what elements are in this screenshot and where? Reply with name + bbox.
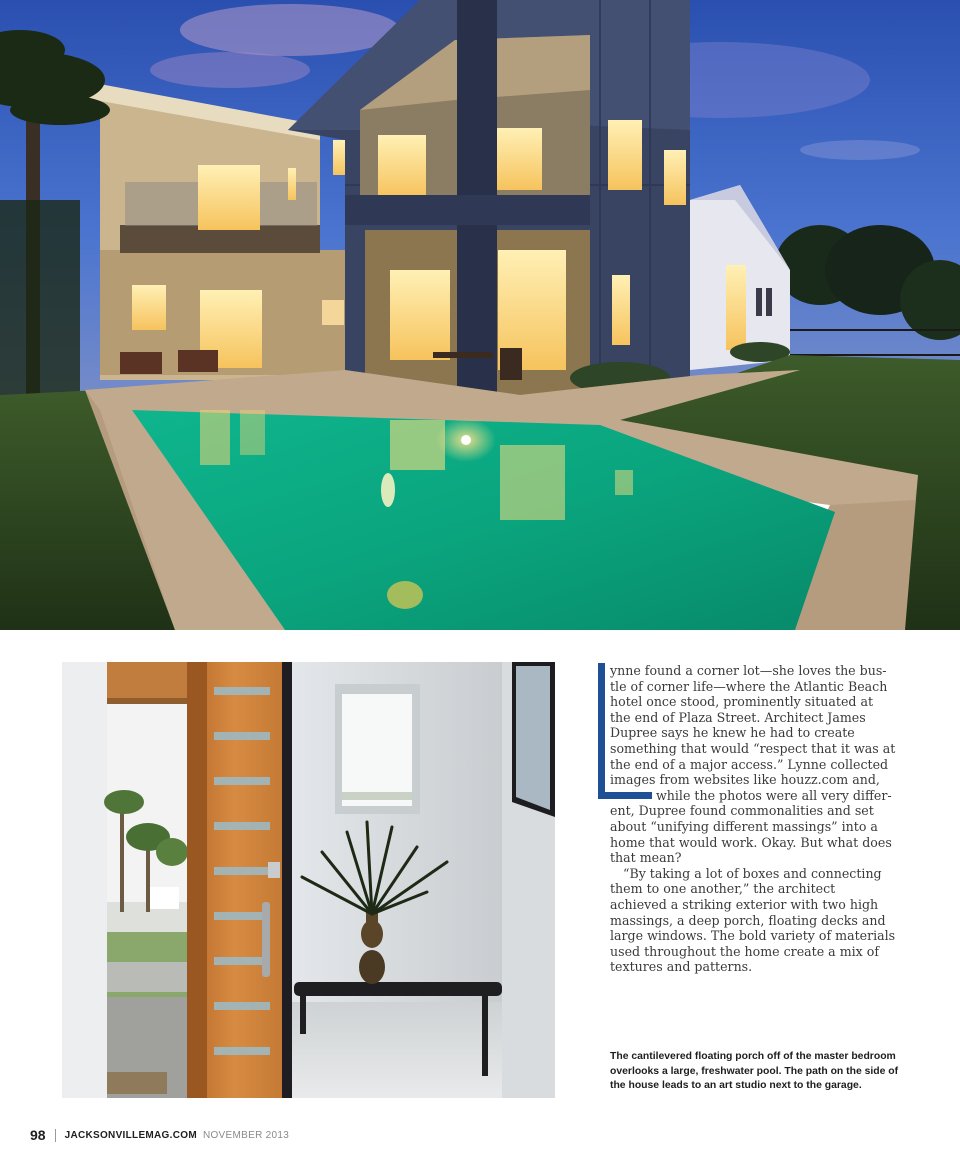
article-body <box>598 663 896 975</box>
issue-date: NOVEMBER 2013 <box>202 1129 290 1141</box>
article-line: about “unifying different massings” into a <box>610 818 878 834</box>
article-line: home that would work. Okay. But what does <box>610 834 892 850</box>
article-line: textures and patterns. <box>610 959 753 975</box>
footer-divider <box>55 1129 56 1142</box>
front-door-photo <box>62 662 555 1098</box>
article-line: that mean? <box>610 850 682 866</box>
article-line: something that would “respect that it was at <box>610 740 896 756</box>
article-line: them to one another,” the architect <box>610 881 836 897</box>
article-paragraph-2 <box>598 865 896 975</box>
caption-line: overlooks a large, freshwater pool. The path on the side of <box>610 1065 899 1077</box>
article-line: used throughout the home create a mix of <box>610 943 880 959</box>
page-footer <box>30 1127 289 1143</box>
article-line: ynne found a corner lot—she loves the bus- <box>610 663 887 678</box>
drop-cap-l <box>598 663 650 799</box>
article-line: “By taking a lot of boxes and connecting <box>623 865 882 881</box>
article-line: images from websites like houzz.com and, <box>610 772 880 788</box>
article-line: massings, a deep porch, floating decks and <box>610 912 886 928</box>
page-number: 98 <box>30 1127 46 1143</box>
article-line: achieved a striking exterior with two high <box>610 896 879 912</box>
article-line: hotel once stood, prominently situated at <box>610 694 874 710</box>
caption-line: the house leads to an art studio next to the garage. <box>610 1080 862 1092</box>
caption-line: The cantilevered floating porch off of the master bedroom <box>610 1051 896 1062</box>
article-line: ent, Dupree found commonalities and set <box>610 803 874 819</box>
magazine-website: JACKSONVILLEMAG.COM <box>64 1129 197 1141</box>
article-line: large windows. The bold variety of materials <box>610 928 896 944</box>
article-line: while the photos were all very differ- <box>656 787 892 803</box>
article-line: the end of a major access.” Lynne collected <box>610 756 889 772</box>
article-line: the end of Plaza Street. Architect James <box>610 709 866 725</box>
article-line: tle of corner life—where the Atlantic Beach <box>610 678 888 694</box>
article-line: Dupree says he knew he had to create <box>610 725 855 741</box>
photo-caption <box>610 1050 900 1094</box>
